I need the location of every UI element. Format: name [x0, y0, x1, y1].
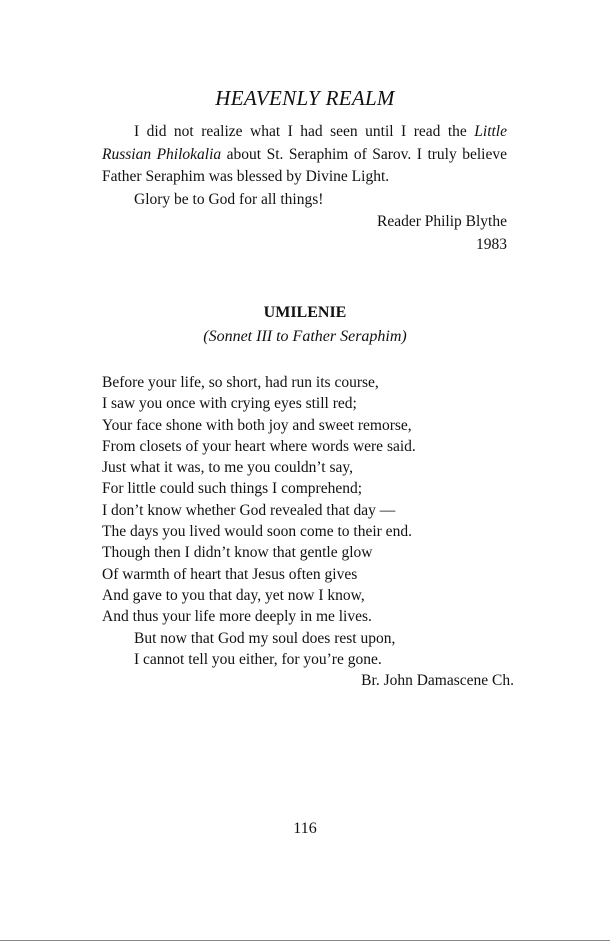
poem-line: For little could such things I comprehend; [102, 480, 363, 498]
poem-line: And thus your life more deeply in me lives. [102, 608, 372, 626]
prose-author: Reader Philip Blythe [376, 213, 507, 230]
prose-text: I did not realize what I had seen until I read the [134, 123, 475, 140]
section-heading: HEAVENLY REALM [215, 86, 395, 110]
poem-line: Before your life, so short, had run its course, [102, 374, 379, 391]
poem-line: I cannot tell you either, for you’re gone. [134, 650, 382, 668]
poem-line: But now that God my soul does rest upon, [134, 629, 396, 647]
poem-signature: Br. John Damascene Ch. [361, 672, 514, 690]
poem-line: And gave to you that day, yet now I know, [102, 586, 365, 604]
poem-line: I don’t know whether God revealed that day — [102, 501, 396, 519]
poem-subtitle: (Sonnet III to Father Seraphim) [203, 328, 407, 345]
book-title: Little Russian Philokalia [102, 123, 507, 163]
poem-line: From closets of your heart where words were said. [102, 437, 416, 455]
poem-line: Though then I didn’t know that gentle glow [102, 544, 373, 562]
poem-line: I saw you once with crying eyes still red; [102, 395, 357, 413]
prose-paragraph: Glory be to God for all things! [134, 190, 324, 208]
page-number: 116 [293, 820, 317, 837]
prose-block [102, 121, 507, 256]
poem-line: The days you lived would soon come to their end. [102, 523, 412, 541]
prose-paragraph [102, 121, 507, 189]
poem-line: Just what it was, to me you couldn’t say, [102, 459, 353, 477]
poem-line: Your face shone with both joy and sweet remorse, [102, 416, 412, 434]
page-bottom-border [0, 940, 610, 941]
poem-line: Of warmth of heart that Jesus often gives [102, 565, 358, 583]
prose-text: about St. Seraphim of Sarov. I truly believe Father Seraphim was blessed by Divine Light. [102, 145, 507, 185]
prose-year: 1983 [476, 235, 507, 253]
poem-body [102, 372, 514, 691]
poem-title: UMILENIE [263, 304, 347, 321]
